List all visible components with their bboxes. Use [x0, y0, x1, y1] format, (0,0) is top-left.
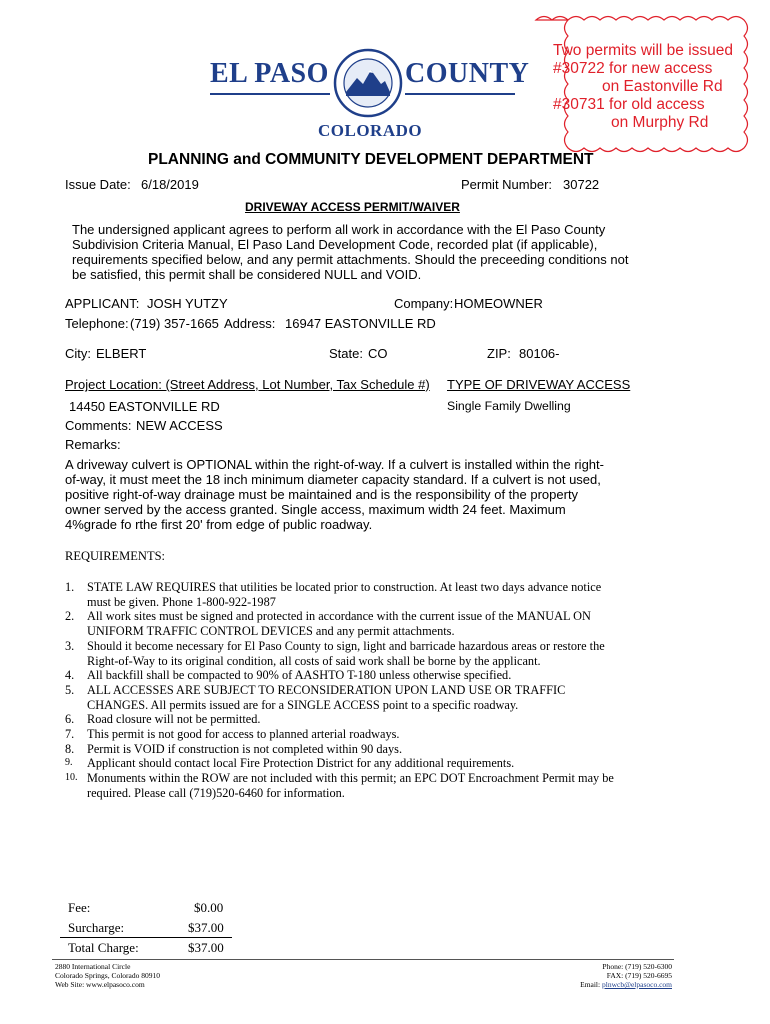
fee-label: Fee: [68, 900, 91, 915]
requirement-number: 10. [65, 772, 78, 784]
comments-label: Comments: [65, 418, 132, 433]
state-name: COLORADO [318, 121, 423, 140]
permit-title [245, 200, 460, 214]
logo-underline-left [210, 93, 330, 95]
permit-number-label: Permit Number: [461, 177, 553, 192]
footer-email [580, 980, 672, 989]
requirements-heading: REQUIREMENTS: [65, 549, 165, 563]
footer-phone: Phone: (719) 520-6300 [602, 962, 672, 971]
remarks-paragraph: A driveway culvert is OPTIONAL within the right-of-way. If a culvert is installed within the right-of-way, it must meet the 18 inch minimum diameter capacity standard. If a culvert is not used, positive right-of-way drainage must be maintained and is the responsibility of the property owner served by the access granted. Single access, maximum width 24 feet. Maximum 4%grade fo rthe first 20' from edge of public roadway. [65, 457, 604, 532]
annotation-line-4: #30731 for old access [553, 96, 705, 113]
driveway-type-label [447, 377, 630, 392]
requirement-text: All backfill shall be compacted to 90% of AASHTO T-180 unless otherwise specified. [87, 668, 512, 683]
annotation-line-2: #30722 for new access [553, 60, 713, 77]
requirement-item [65, 609, 620, 638]
permit-number-value: 30722 [563, 177, 600, 192]
applicant-label: APPLICANT: [65, 296, 140, 311]
city-label: City: [65, 346, 91, 361]
requirement-item [65, 712, 620, 727]
remarks-label: Remarks: [65, 437, 121, 452]
requirements-list [65, 580, 620, 801]
zip-value: 80106- [519, 346, 560, 361]
surcharge-label: Surcharge: [68, 920, 125, 935]
address-value: 16947 EASTONVILLE RD [285, 316, 436, 331]
total-charge-label: Total Charge: [68, 940, 139, 955]
requirement-text: Permit is VOID if construction is not completed within 90 days. [87, 741, 403, 756]
address-label: Address: [224, 316, 276, 331]
project-location-label [65, 377, 430, 392]
requirement-text: ALL ACCESSES ARE SUBJECT TO RECONSIDERATION UPON LAND USE OR TRAFFIC CHANGES. All permits issued are for a SINGLE ACCESS point to a specific roadway. [87, 682, 566, 712]
fee-divider [60, 937, 232, 938]
total-charge-value: $37.00 [188, 940, 224, 955]
requirement-item [65, 668, 620, 683]
permit-title-text: DRIVEWAY ACCESS PERMIT/WAIVER [245, 200, 460, 214]
zip-label: ZIP: [487, 346, 511, 361]
department-title: PLANNING and COMMUNITY DEVELOPMENT DEPARTMENT [148, 151, 594, 168]
annotation-line-1: Two permits will be issued [553, 42, 734, 59]
footer-website: Web Site: www.elpasoco.com [55, 980, 145, 989]
footer-rule [52, 959, 674, 960]
telephone-value: (719) 357-1665 [130, 316, 219, 331]
city-value: ELBERT [96, 346, 147, 361]
footer-fax: FAX: (719) 520-6695 [606, 971, 672, 980]
project-location-label-text: Project Location: (Street Address, Lot Number, Tax Schedule #) [65, 377, 430, 392]
requirement-item [65, 771, 620, 800]
footer-address-line1: 2880 International Circle [55, 962, 131, 971]
requirement-item [65, 727, 620, 742]
project-location-value: 14450 EASTONVILLE RD [69, 399, 220, 414]
requirement-text: Monuments within the ROW are not included with this permit; an EPC DOT Encroachment Permit may be required. Please call (719)520-6460 for information. [87, 771, 614, 800]
requirement-item [65, 683, 620, 712]
requirement-number: 2. [65, 609, 75, 624]
county-name-left: EL PASO [210, 58, 329, 89]
requirement-text: This permit is not good for access to planned arterial roadways. [87, 727, 400, 742]
requirement-item [65, 639, 620, 668]
surcharge-value: $37.00 [188, 920, 224, 935]
county-name-right: COUNTY [405, 58, 530, 89]
footer-address-line2: Colorado Springs, Colorado 80910 [55, 971, 160, 980]
logo-underline-right [405, 93, 515, 95]
requirement-number: 1. [65, 580, 75, 594]
requirement-text: Applicant should contact local Fire Protection District for any additional requirements. [87, 756, 515, 771]
footer-email-link[interactable]: plnwcb@elpasoco.com [601, 980, 672, 989]
company-value: HOMEOWNER [454, 296, 543, 311]
requirement-number: 9. [65, 757, 73, 769]
requirement-number: 3. [65, 638, 75, 653]
annotation-line-5: on Murphy Rd [611, 114, 709, 131]
state-label: State: [329, 346, 363, 361]
intro-paragraph: The undersigned applicant agrees to perform all work in accordance with the El Paso County Subdivision Criteria Manual, El Paso Land Development Code, recorded plat (if applicable), requirements specified below, and any permit attachments. Should the preceeding conditions not be satisfied, this permit shall be considered NULL and VOID. [72, 222, 629, 282]
requirement-number: 8. [65, 741, 75, 756]
requirement-number: 4. [65, 668, 75, 683]
county-seal-icon [333, 48, 403, 118]
requirement-text: All work sites must be signed and protected in accordance with the current issue of the MANUAL ON UNIFORM TRAFFIC CONTROL DEVICES and any permit attachments. [87, 609, 591, 639]
requirement-number: 6. [65, 712, 75, 727]
fee-value: $0.00 [194, 900, 224, 915]
requirement-item [65, 742, 620, 757]
state-value: CO [368, 346, 388, 361]
applicant-value: JOSH YUTZY [147, 296, 228, 311]
requirement-item [65, 580, 620, 609]
requirement-text: Road closure will not be permitted. [87, 712, 261, 727]
telephone-label: Telephone: [65, 316, 129, 331]
driveway-type-label-text: TYPE OF DRIVEWAY ACCESS [447, 377, 631, 392]
requirement-number: 7. [65, 727, 75, 742]
requirement-text: STATE LAW REQUIRES that utilities be located prior to construction. At least two days advance notice must be given. Phone 1-800-922-1987 [87, 580, 602, 609]
requirement-text: Should it become necessary for El Paso County to sign, light and barricade hazardous areas or restore the Right-of-Way to its original condition, all costs of said work shall be borne by the applicant. [87, 638, 605, 668]
driveway-type-value: Single Family Dwelling [447, 399, 571, 413]
issue-date-value: 6/18/2019 [141, 177, 199, 192]
comments-value: NEW ACCESS [136, 418, 223, 433]
requirement-item [65, 756, 620, 771]
annotation-line-3: on Eastonville Rd [602, 78, 723, 95]
issue-date-label: Issue Date: [65, 177, 131, 192]
footer-email-label: Email: [580, 980, 601, 989]
requirement-number: 5. [65, 682, 75, 697]
company-label: Company: [394, 296, 454, 311]
